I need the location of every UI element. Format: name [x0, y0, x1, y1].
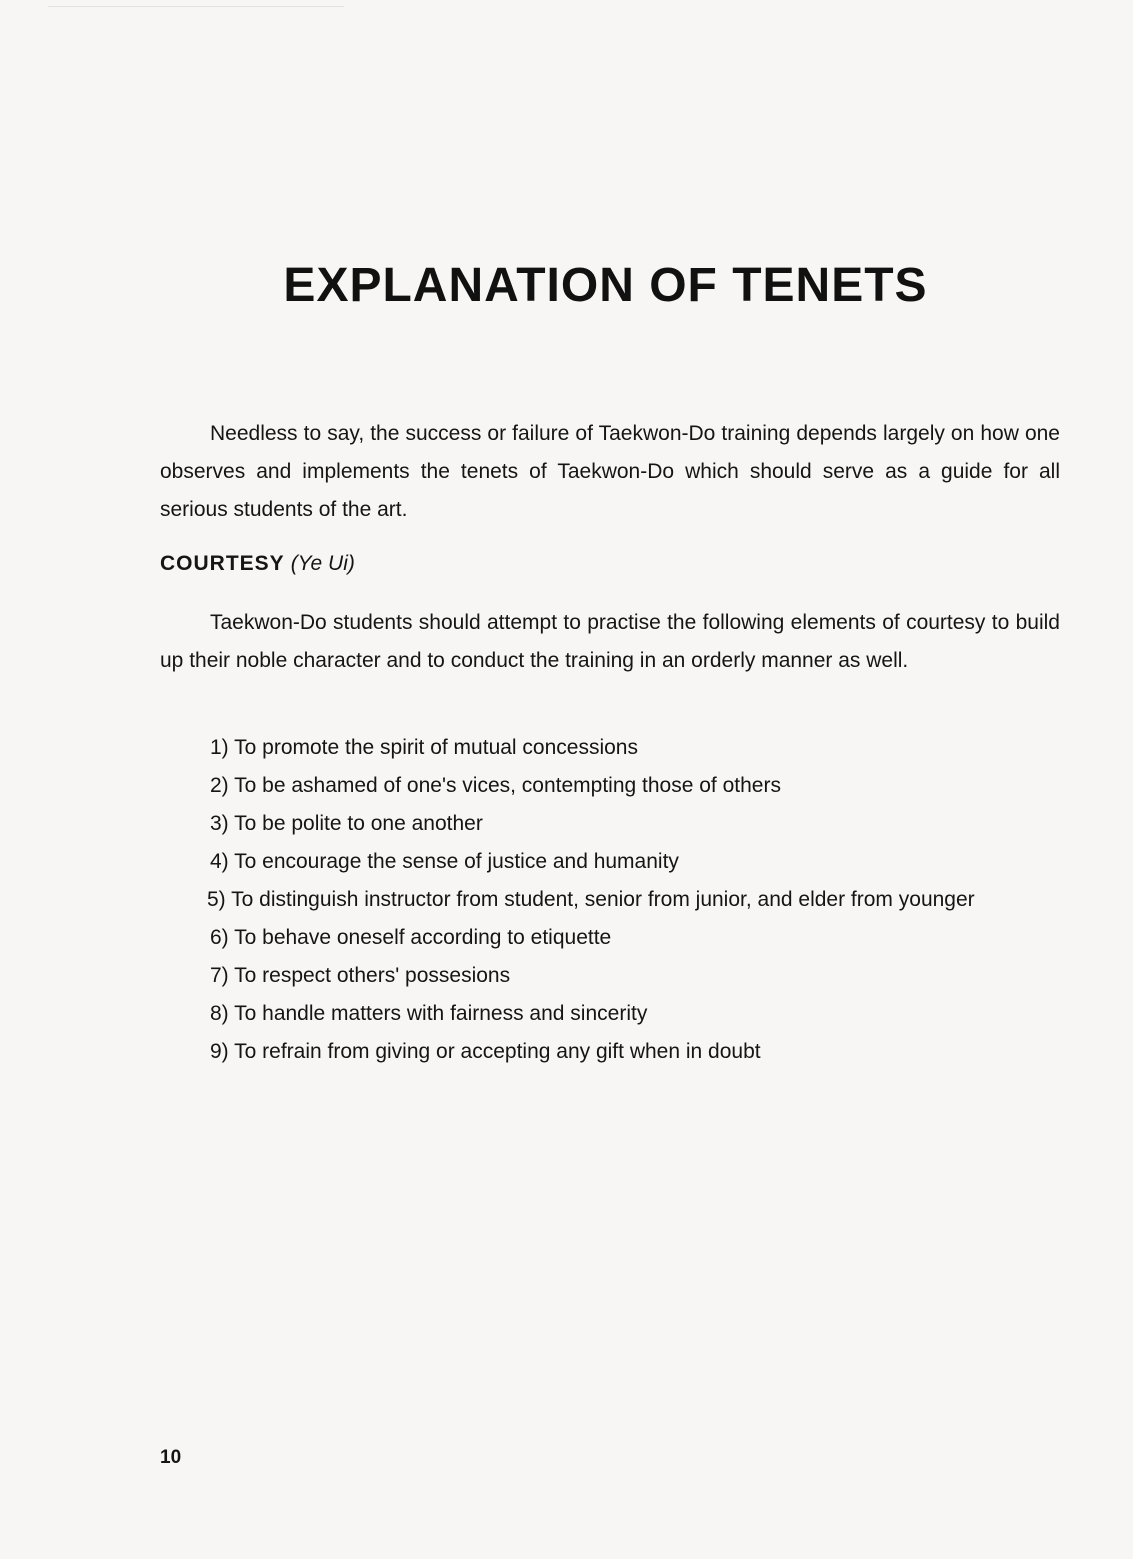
list-item: 2) To be ashamed of one's vices, contempting those of others [210, 774, 781, 797]
list-item: 9) To refrain from giving or accepting any gift when in doubt [210, 1040, 761, 1063]
list-item: 6) To behave oneself according to etiquette [210, 926, 612, 949]
section-heading-text: COURTESY [160, 552, 285, 575]
page-number: 10 [160, 1447, 182, 1468]
courtesy-paragraph: Taekwon-Do students should attempt to practise the following elements of courtesy to build up their noble character and to conduct the training in an orderly manner as well. [160, 611, 1060, 672]
list-item: 4) To encourage the sense of justice and humanity [210, 850, 679, 873]
list-item: 5) To distinguish instructor from student, senior from junior, and elder from younger [207, 888, 975, 911]
scan-artifact-line [48, 6, 344, 7]
list-item: 8) To handle matters with fairness and sincerity [210, 1002, 648, 1025]
section-heading-courtesy [160, 545, 660, 583]
intro-paragraph: Needless to say, the success or failure of Taekwon-Do training depends largely on how one observes and implements the tenets of Taekwon-Do which should serve as a guide for all serious students of the art. [160, 422, 1060, 521]
section-subtitle: (Ye Ui) [290, 552, 355, 575]
list-item: 1) To promote the spirit of mutual concessions [210, 736, 638, 759]
list-item: 7) To respect others' possesions [210, 964, 511, 987]
page-title: EXPLANATION OF TENETS [283, 259, 928, 312]
courtesy-list [160, 729, 1060, 1071]
list-item: 3) To be polite to one another [210, 812, 483, 835]
